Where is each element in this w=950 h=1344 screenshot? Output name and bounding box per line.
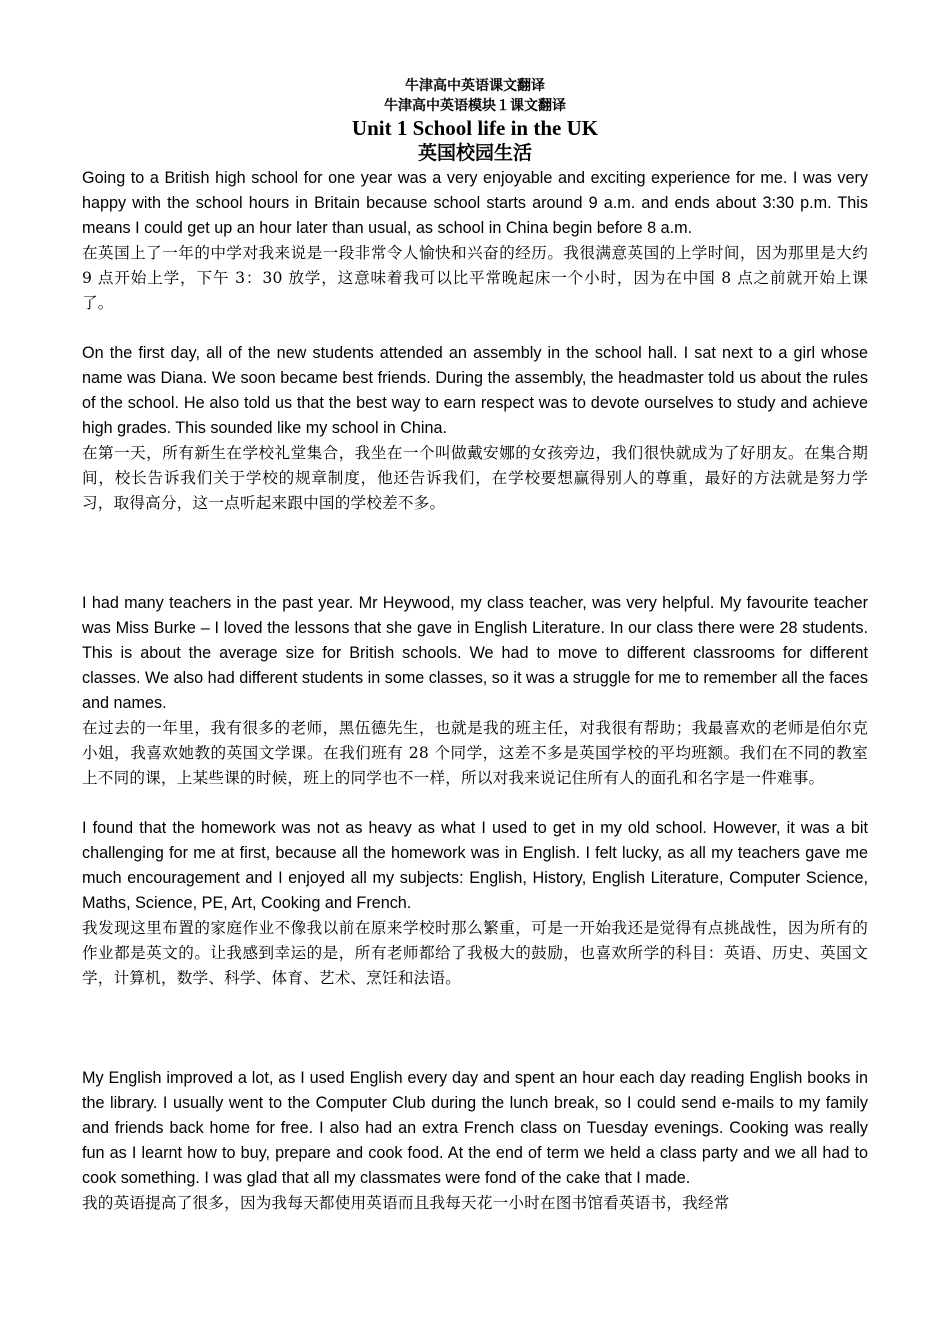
paragraph-1-english: Going to a British high school for one year was a very enjoyable and exciting experience for me. I was very happy with the school hours in Britain because school starts around 9 a.m. and ends about 3:30 p.m. This means I could get up an hour later than usual, as school in China begin before 8 a.m.: [82, 169, 868, 237]
paragraph-4-english: I found that the homework was not as heavy as what I used to get in my old school. However, it was a bit challenging for me at first, because all the homework was in English. I felt lucky, as all my teachers gave me much encouragement and I enjoyed all my subjects: English, History, English Literature, Computer Science, Maths, Science, PE, Art, Cooking and French.: [82, 819, 868, 912]
unit-title-zh: 英国校园生活: [417, 142, 532, 164]
paragraph-5-english: My English improved a lot, as I used English every day and spent an hour each day reading English books in the library. I usually went to the Computer Club during the lunch break, so I could send e-mails to my family and friends back home for free. I also had an extra French class on Tuesday evenings. Cooking was really fun as I learnt how to buy, prepare and cook food. At the end of term we held a class party and we all had to cook something. I was glad that all my classmates were fond of the cake that I made.: [82, 1069, 868, 1187]
spacer: [82, 516, 868, 591]
paragraph-5-chinese: 我的英语提高了很多，因为我每天都使用英语而且我每天花一小时在图书馆看英语书，我经常: [82, 1194, 730, 1212]
spacer: [82, 791, 868, 816]
paragraph-2-english: On the first day, all of the new students attended an assembly in the school hall. I sat next to a girl whose name was Diana. We soon became best friends. During the assembly, the headmaster told us about the rules of the school. He also told us that the best way to earn respect was to devote ourselves to study and achieve high grades. This sounded like my school in China.: [82, 344, 868, 437]
unit-title: Unit 1 School life in the UK: [351, 116, 599, 140]
document-body: [82, 76, 868, 1216]
paragraph-2-chinese: 在第一天，所有新生在学校礼堂集合，我坐在一个叫做戴安娜的女孩旁边，我们很快就成为了好朋友。在集合期间，校长告诉我们关于学校的规章制度，他还告诉我们，在学校要想赢得别人的尊重，最好的方法就是努力学习，取得高分，这一点听起来跟中国的学校差不多。: [82, 444, 868, 512]
title-line-1: 牛津高中英语课文翻译: [405, 78, 545, 94]
paragraph-1-chinese: 在英国上了一年的中学对我来说是一段非常令人愉快和兴奋的经历。我很满意英国的上学时间，因为那里是大约 9 点开始上学，下午 3：30 放学，这意味着我可以比平常晚起床一个小时，因为在中国 8 点之前就开始上课了。: [82, 244, 868, 312]
paragraph-4-chinese: 我发现这里布置的家庭作业不像我以前在原来学校时那么繁重，可是一开始我还是觉得有点挑战性，因为所有的作业都是英文的。让我感到幸运的是，所有老师都给了我极大的鼓励，也喜欢所学的科目：英语、历史、英国文学，计算机，数学、科学、体育、艺术、烹饪和法语。: [82, 919, 868, 987]
title-line-2: 牛津高中英语模块１课文翻译: [384, 98, 566, 114]
paragraph-3-chinese: 在过去的一年里，我有很多的老师，黑伍德先生，也就是我的班主任，对我很有帮助；我最喜欢的老师是伯尔克小姐，我喜欢她教的英国文学课。在我们班有 28 个同学，这差不多是英国学校的平均班额。我们在不同的教室上不同的课，上某些课的时候，班上的同学也不一样，所以对我来说记住所有人的面孔和名字是一件难事。: [82, 719, 868, 787]
paragraph-3-english: I had many teachers in the past year. Mr Heywood, my class teacher, was very helpful. My favourite teacher was Miss Burke – I loved the lessons that she gave in English Literature. In our class there were 28 students. This is about the average size for British schools. We had to move to different classrooms for different classes. We also had different students in some classes, so it was a struggle for me to remember all the faces and names.: [82, 594, 868, 712]
spacer: [82, 316, 868, 341]
spacer: [82, 991, 868, 1066]
